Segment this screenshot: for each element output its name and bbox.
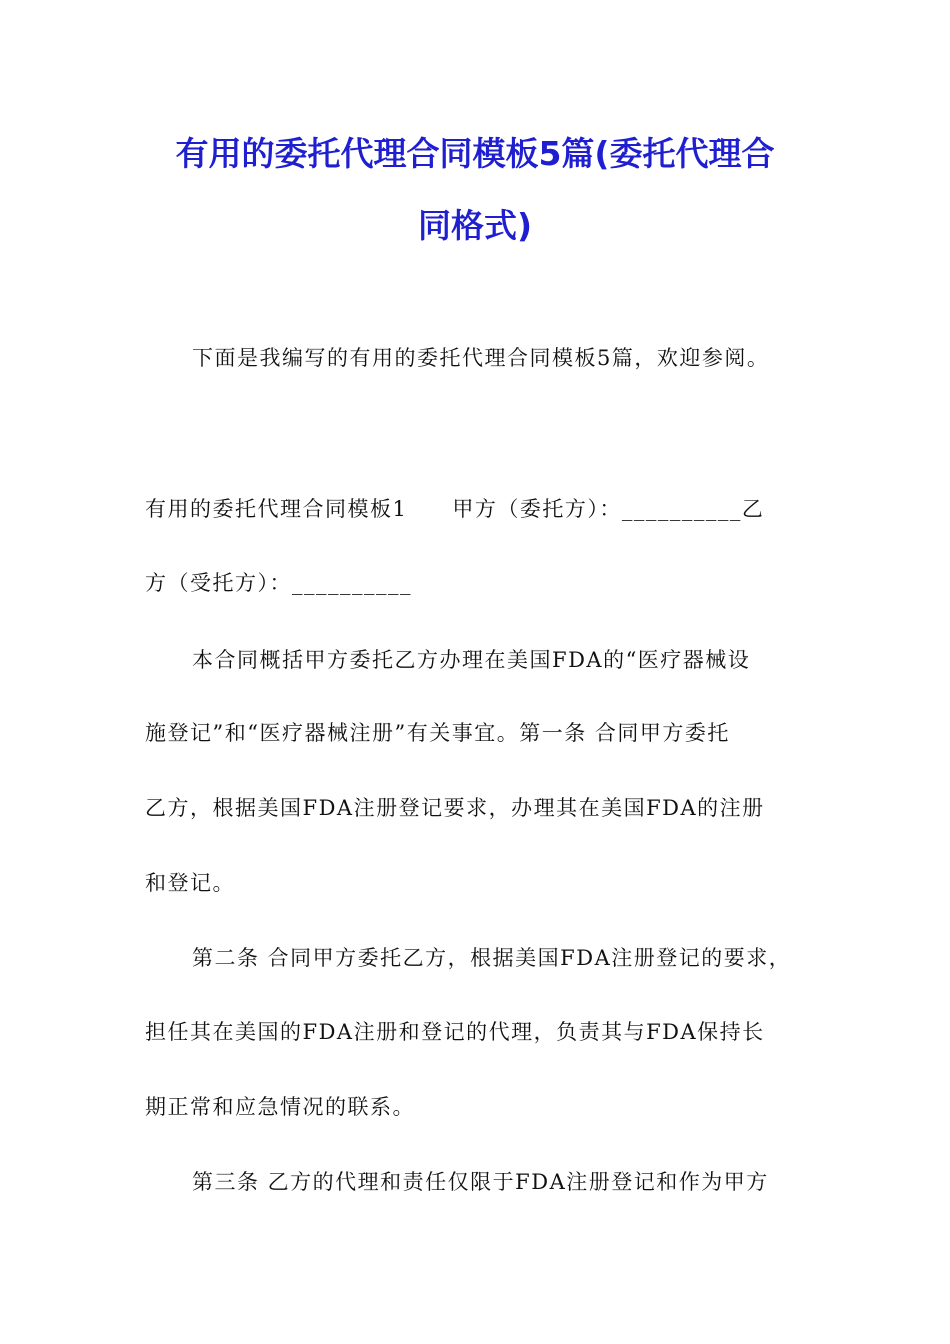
paragraph-line: 乙方，根据美国FDA注册登记要求，办理其在美国FDA的注册 <box>145 796 765 820</box>
paragraph-line: 本合同概括甲方委托乙方办理在美国FDA的“医疗器械设 <box>192 648 751 672</box>
article-2-line: 担任其在美国的FDA注册和登记的代理，负责其与FDA保持长 <box>145 1020 765 1044</box>
template-1-parties-line-1: 有用的委托代理合同模板1 甲方（委托方）：__________乙 <box>145 497 765 521</box>
paragraph-line: 和登记。 <box>145 871 235 895</box>
document-title-line-1: 有用的委托代理合同模板5篇(委托代理合 <box>175 134 775 173</box>
article-2-line: 期正常和应急情况的联系。 <box>145 1095 415 1119</box>
intro-paragraph: 下面是我编写的有用的委托代理合同模板5篇，欢迎参阅。 <box>192 346 770 370</box>
document-title-line-2: 同格式) <box>417 206 533 245</box>
article-2-line: 第二条 合同甲方委托乙方，根据美国FDA注册登记的要求， <box>192 946 792 970</box>
template-1-parties-line-2: 方（受托方）：__________ <box>145 571 412 595</box>
article-3-line: 第三条 乙方的代理和责任仅限于FDA注册登记和作为甲方 <box>192 1170 769 1194</box>
paragraph-line: 施登记”和“医疗器械注册”有关事宜。第一条 合同甲方委托 <box>145 721 730 745</box>
